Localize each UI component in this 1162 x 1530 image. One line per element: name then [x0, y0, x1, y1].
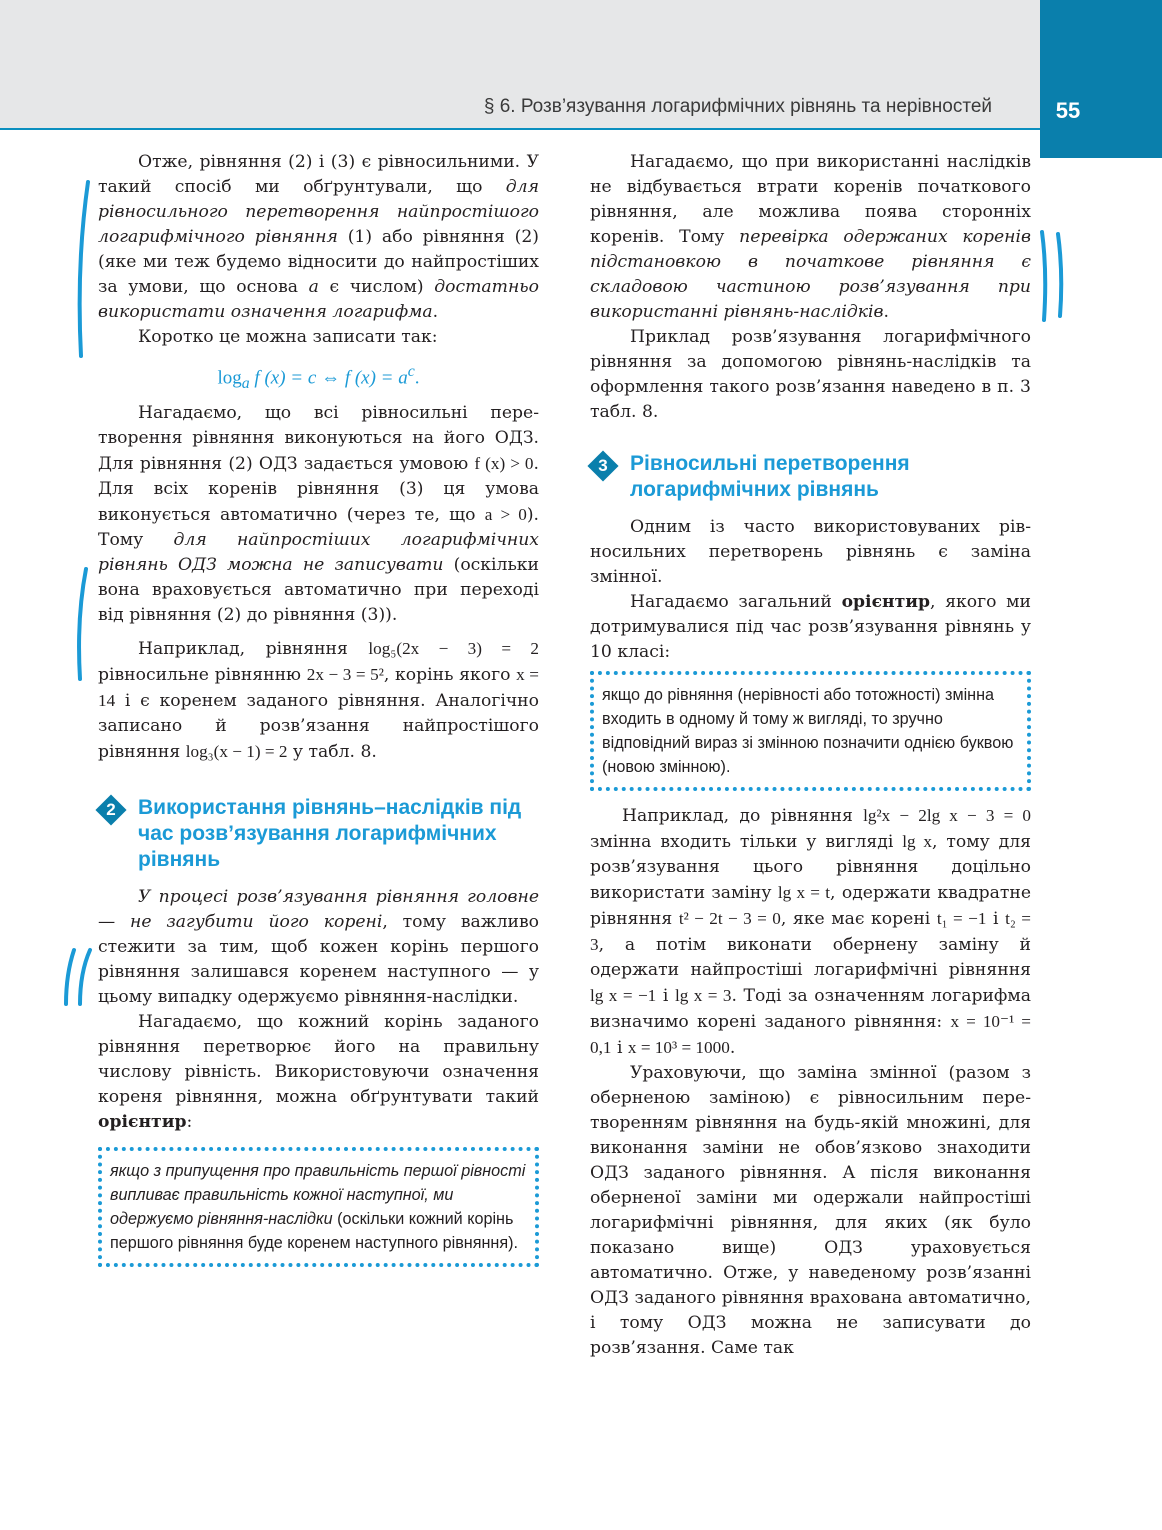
bold-run: орієнтир: [98, 1112, 187, 1133]
section-number: 3: [598, 456, 608, 475]
paragraph: Ураховуючи, що заміна змінної (разом з оберненою заміною) є рівносильним перетворенням рівняння на будь-якій множині, для виконання заміни не обов’язково знаходити ОДЗ заданого рівняння. А після виконання оберненої заміни ми одержали найпростіші логарифмічні рівняння, для яких (як було показано вище) ОДЗ ураховується автоматично. Отже, у наведеному розв’язанні ОДЗ заданого рівняння врахована автоматично, і тому ОДЗ можна не записувати до розв’язання. Саме так: [590, 1063, 1031, 1358]
paragraph: Нагадаємо, що при використанні наслідків не відбувається втрати коренів початкового рівняння, але можлива поява сторонніх коренів. Тому перевірка одержаних коренів підстановкою в початкове рівняння є складовою частиною розв’язування при використанні рівнянь-наслідків.: [590, 152, 1032, 322]
paragraph: Коротко це можна записати так:: [138, 327, 438, 347]
section-title: Використання рівнянь–наслідків під час розв’язування логарифмічних рівнянь: [138, 796, 522, 872]
math-expression: a > 0: [484, 505, 527, 525]
paragraph: Наприклад, рівняння log₅(2x − 3) = 2 рівносильне рівнянню 2x − 3 = 5², корінь якого x = 14 і є коренем заданого рівняння. Аналогічно записано й розв’язання найпростішого рівняння log₃(x − 1) = 2 у табл. 8.: [98, 639, 539, 763]
section-heading-2: [98, 795, 539, 873]
math-expression: x = 14: [98, 665, 539, 711]
paragraph: Нагадаємо загальний орієнтир, якого ми дотримувалися під час розв’язування рівнянь у 10 класі:: [590, 592, 1031, 662]
paragraph: Одним із часто використовуваних рівносильних перетворень рівнянь є заміна змінної.: [590, 517, 1031, 587]
running-header: § 6. Розв’язування логарифмічних рівнянь та нерівностей: [483, 96, 992, 117]
section-title: Рівносильні перетворення логарифмічних рівнянь: [630, 452, 910, 501]
margin-mark-left-1: [72, 178, 96, 360]
math-expression: log₅(2x − 3) = 2: [368, 639, 539, 659]
paragraph: Нагадаємо, що всі рівносильні перетворення рівняння виконуються на його ОДЗ. Для рівняння (2) ОДЗ задається умовою f (x) > 0. Для всіх коренів рівняння (3) ця умова виконується автоматично (через те, що a > 0). Тому для найпростіших логарифмічних рівнянь ОДЗ можна не записувати (оскільки вона враховується автоматично при переході від рівняння (2) до рівняння (3)).: [98, 403, 539, 626]
margin-mark-left-3: [60, 946, 96, 1008]
italic-run: У процесі розв’язування рівняння головне — не загубити його корені: [98, 887, 539, 933]
paragraph: Нагадаємо, що кожний корінь заданого рівняння перетворює його на правильну числову рівність. Використовуючи означення кореня рівняння, можна обґрунтувати такий орієнтир:: [98, 1012, 539, 1133]
right-column: [590, 150, 1031, 1361]
italic-run: a: [308, 277, 319, 297]
formula: $\log_a f$ (x) = c ⇔ f $(x) = a^c$.: [217, 363, 420, 393]
page-number: 55: [1055, 98, 1081, 123]
page-number-tab: [1040, 0, 1162, 158]
math-expression: lg x = 3: [674, 986, 732, 1005]
italic-run: для найпростіших логарифмічних рівнянь ОДЗ можна не записувати: [98, 530, 539, 576]
math-expression: lg x = t: [777, 883, 830, 902]
math-expression: x = 10³ = 1000: [627, 1038, 730, 1057]
header-rule: [0, 128, 1040, 130]
box-text: якщо до рівняння (нерівності або тотожності) змінна входить в одному й тому ж вигляді, то зручно відповідний вираз зі змінною позначити однією буквою (новою змінною).: [602, 686, 1014, 776]
bold-run: орієнтир: [841, 592, 931, 612]
math-expression: f (x) > 0: [474, 454, 534, 474]
paragraph: У процесі розв’язування рівняння головне — не загубити його корені, тому важливо стежити за тим, щоб кожен корінь першого рівняння залишався коренем наступного — у цьому випадку одержуємо рівняння-наслідки.: [98, 887, 539, 1008]
section-heading-3: [590, 451, 1031, 503]
box-text: якщо з припущення про правильність першої рівності випливає правильність кожної наступної, ми одержуємо рівняння-наслідки (оскільки кожний корінь першого рівняння буде коренем наступного рівняння).: [110, 1162, 526, 1253]
paragraph: Наприклад, до рівняння lg²x − 2lg x − 3 = 0 змінна входить тільки у вигляді lg x, тому для розв’язування цього рівняння доцільно використати заміну lg x = t, одержати квадратне рівняння t² − 2t − 3 = 0, яке має корені t₁ = −1 і t₂ = 3, а потім виконати обернену заміну й одержати найпростіші логарифмічні рівняння lg x = −1 і lg x = 3. Тоді за означенням логарифма визначимо корені заданого рівняння: x = 10⁻¹ = 0,1 і x = 10³ = 1000.: [590, 806, 1031, 1058]
left-column: [98, 150, 539, 1279]
italic-run: якщо з припущення про правильність першої рівності випливає правильність кожної наступної, ми одержуємо рівняння-наслідки: [110, 1162, 526, 1229]
math-expression: t² − 2t − 3 = 0: [678, 909, 781, 928]
math-expression: 2x − 3 = 5²: [306, 665, 384, 685]
orientir-box: [98, 1147, 539, 1267]
math-expression: lg x = −1: [590, 986, 657, 1005]
math-expression: t₂ = 3: [590, 909, 1031, 954]
italic-run: достатньо використати означення логарифма: [98, 277, 539, 322]
section-number: 2: [106, 800, 116, 820]
orientir-box: [590, 671, 1031, 791]
margin-mark-right-1: [1036, 228, 1068, 324]
paragraph: Приклад розв’язування логарифмічного рівняння за допомогою рівнянь-наслідків та оформлення такого розв’язання наведено в п. 3 табл. 8.: [590, 327, 1031, 422]
margin-mark-left-2: [72, 565, 96, 683]
math-expression: x = 10⁻¹ = 0,1: [590, 1012, 1031, 1057]
math-expression: log₃(x − 1) = 2: [185, 742, 288, 762]
paragraph: Отже, рівняння (2) і (3) є рівносильними. У такий спосіб ми обґрунтували, що для рівносильного перетворення найпростішого логарифмічного рівняння (1) або рівняння (2) (яке ми теж будемо відносити до найпростіших за умови, що основа a є числом) достатньо використати означення логарифма.: [98, 152, 539, 322]
math-expression: t₁ = −1: [936, 909, 987, 928]
math-expression: lg²x − 2lg x − 3 = 0: [863, 806, 1031, 825]
italic-run: перевірка одержаних коренів підстановкою в початкове рівняння є складовою частиною розв’язування при використанні рівнянь-наслідків: [590, 227, 1032, 322]
math-expression: lg x: [902, 832, 932, 851]
italic-run: для рівносильного перетворення найпростішого логарифмічного рівняння: [98, 177, 539, 247]
